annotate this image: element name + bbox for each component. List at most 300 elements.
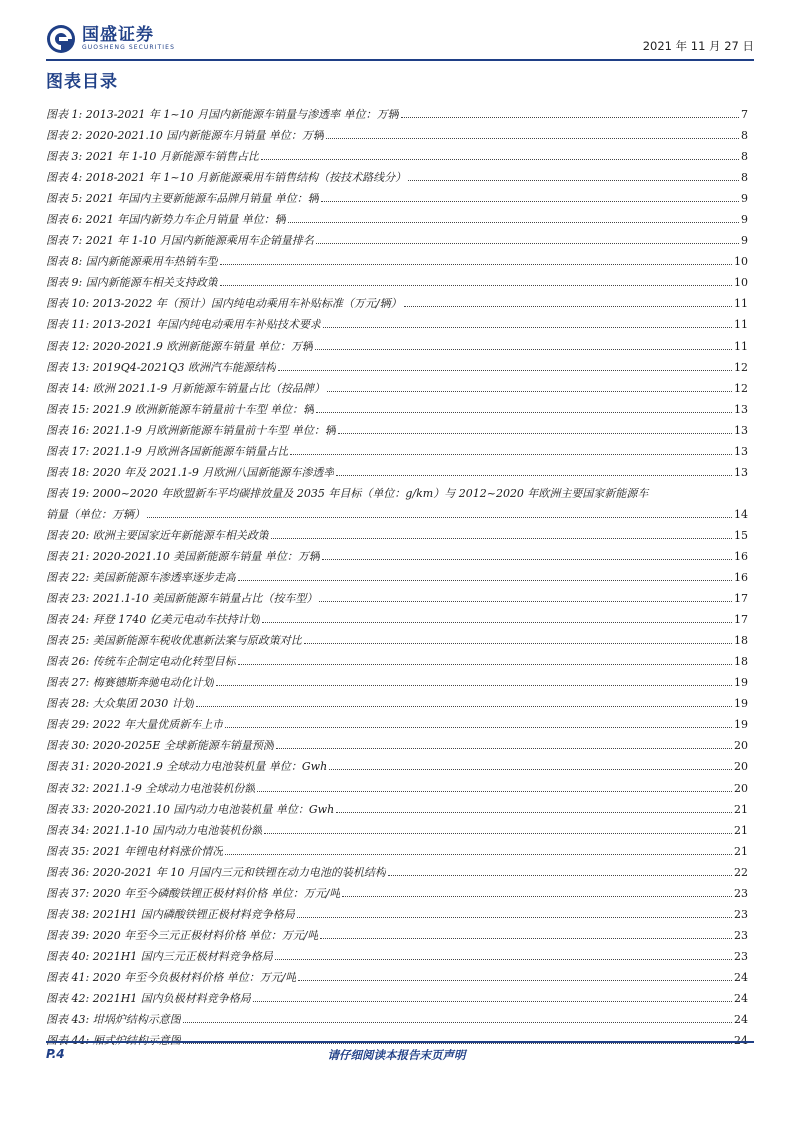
toc-entry-page: 23 <box>734 886 748 900</box>
toc-entry-row <box>46 820 748 841</box>
toc-entry[interactable] <box>46 293 748 314</box>
toc-entry-text <box>46 399 314 420</box>
toc-entry-page: 24 <box>734 970 748 984</box>
dot-leader <box>315 349 732 350</box>
toc-entry-text <box>46 714 223 735</box>
toc-entry-page: 22 <box>734 865 748 879</box>
toc-entry-row <box>46 735 748 756</box>
toc-entry-row <box>46 630 748 651</box>
toc-entry-title: 坩埚炉结构示意图 <box>92 1013 181 1027</box>
dot-leader <box>225 727 732 728</box>
toc-entry[interactable] <box>46 314 748 335</box>
toc-entry-row <box>46 125 748 146</box>
toc-entry[interactable] <box>46 799 748 820</box>
toc-entry-label: 图表 16: <box>46 423 90 437</box>
toc-entry[interactable] <box>46 925 748 946</box>
dot-leader <box>225 854 732 855</box>
toc-entry[interactable] <box>46 778 748 799</box>
dot-leader <box>257 791 732 792</box>
toc-entry-text <box>46 904 295 925</box>
toc-entry-title: 2021.1-9 月欧洲各国新能源车销量占比 <box>92 444 289 458</box>
toc-entry-text <box>46 693 194 714</box>
dot-leader <box>297 917 732 918</box>
toc-entry[interactable] <box>46 904 748 925</box>
toc-entry-text <box>46 883 340 904</box>
toc-entry-title: 2021.1-10 国内动力电池装机份额 <box>92 823 263 837</box>
toc-entry-page: 15 <box>734 528 748 542</box>
toc-entry-title: 2018-2021 年 1~10 月新能源乘用车销售结构（按技术路线分） <box>85 171 407 185</box>
toc-entry-page: 23 <box>734 928 748 942</box>
toc-entry-label: 图表 19: <box>46 486 90 500</box>
toc-entry-page: 16 <box>734 571 748 585</box>
toc-entry[interactable] <box>46 609 748 630</box>
toc-entry-text <box>46 799 334 820</box>
toc-entry-label: 图表 18: <box>46 465 90 479</box>
toc-entry-label: 图表 36: <box>46 865 90 879</box>
toc-entry-first-line <box>46 483 748 504</box>
toc-entry-title: 2000~2020 年欧盟新车平均碳排放量及 2035 年目标（单位：g/km）与 2012~2020 年欧洲主要国家新能源车 <box>92 486 649 500</box>
toc-entry-title: 2020-2021.10 国内动力电池装机量 单位：Gwh <box>92 802 335 816</box>
toc-entry-page: 20 <box>734 739 748 753</box>
toc-entry-label: 图表 4: <box>46 171 83 185</box>
dot-leader <box>264 833 732 834</box>
toc-entry-title: 2021 年国内主要新能源车品牌月销量 单位：辆 <box>85 192 319 206</box>
toc-entry-text <box>46 357 276 378</box>
toc-entry[interactable] <box>46 146 748 167</box>
disclaimer-notice: 请仔细阅读本报告末页声明 <box>327 1048 466 1062</box>
toc-entry-title: 2020-2021.10 国内新能源车月销量 单位：万辆 <box>85 129 324 143</box>
toc-entry-label: 图表 34: <box>46 823 90 837</box>
toc-entry-row <box>46 799 748 820</box>
toc-entry-label: 图表 6: <box>46 213 83 227</box>
toc-entry[interactable] <box>46 188 748 209</box>
toc-entry-text <box>46 146 259 167</box>
toc-entry-row <box>46 336 748 357</box>
toc-entry-label: 图表 30: <box>46 739 90 753</box>
toc-entry-page: 20 <box>734 760 748 774</box>
toc-entry-page: 7 <box>741 108 748 121</box>
toc-entry[interactable] <box>46 630 748 651</box>
toc-entry-label: 图表 3: <box>46 150 83 164</box>
toc-entry-row <box>46 1009 748 1030</box>
toc-entry[interactable] <box>46 988 748 1009</box>
logo-chinese-name: 国盛证券 <box>82 25 154 45</box>
toc-entry[interactable] <box>46 251 748 272</box>
toc-entry-text <box>46 672 214 693</box>
toc-entry-row <box>46 293 748 314</box>
toc-entry-label: 图表 24: <box>46 613 90 627</box>
toc-entry-second-line <box>46 504 748 525</box>
dot-leader <box>321 201 739 202</box>
report-date: 2021 年 11 月 27 日 <box>642 39 754 53</box>
toc-entry-page: 24 <box>734 991 748 1005</box>
dot-leader <box>298 980 732 981</box>
toc-entry-text <box>46 230 314 251</box>
toc-entry-row <box>46 399 748 420</box>
toc-entry[interactable] <box>46 420 748 441</box>
toc-entry-text <box>46 862 386 883</box>
toc-entry-row <box>46 609 748 630</box>
toc-entry-page: 13 <box>734 444 748 458</box>
dot-leader <box>220 285 732 286</box>
dot-leader <box>261 159 739 160</box>
toc-entry-title: 2020 年至今三元正极材料价格 单位：万元/吨 <box>92 928 319 942</box>
toc-entry-page: 20 <box>734 781 748 795</box>
toc-entry-page: 11 <box>734 318 748 332</box>
toc-entry-row <box>46 841 748 862</box>
toc-entry[interactable] <box>46 735 748 756</box>
toc-entry-label: 图表 42: <box>46 991 90 1005</box>
toc-entry[interactable] <box>46 230 748 251</box>
toc-entry-title: 2013-2021 年 1~10 月国内新能源车销量与渗透率 单位：万辆 <box>85 108 399 121</box>
toc-entry[interactable] <box>46 820 748 841</box>
toc-entry-text <box>46 778 255 799</box>
toc-entry-row <box>46 357 748 378</box>
logo-english-name: GUOSHENG SECURITIES <box>82 44 175 51</box>
toc-entry[interactable] <box>46 862 748 883</box>
guosheng-logo-icon <box>46 24 76 54</box>
toc-entry-page: 9 <box>741 192 748 206</box>
toc-entry[interactable] <box>46 441 748 462</box>
toc-entry-label: 图表 7: <box>46 234 83 248</box>
toc-entry[interactable] <box>46 462 748 483</box>
toc-entry-row <box>46 567 748 588</box>
toc-entry-row <box>46 272 748 293</box>
toc-entry-text <box>46 609 260 630</box>
page-title: 图表目录 <box>46 72 118 92</box>
toc-entry-label: 图表 39: <box>46 928 90 942</box>
toc-entry-row <box>46 714 748 735</box>
page-number: P.4 <box>46 1047 65 1061</box>
toc-entry-label: 图表 8: <box>46 255 83 269</box>
toc-entry-title: 美国新能源车税收优惠新法案与原政策对比 <box>92 634 302 648</box>
toc-entry-title: 2021 年 1-10 月新能源车销售占比 <box>85 150 259 164</box>
toc-entry-row <box>46 588 748 609</box>
toc-entry-title: 2013-2022 年（预计）国内纯电动乘用车补贴标准（万元/辆） <box>92 297 402 311</box>
toc-entry-page: 19 <box>734 718 748 732</box>
dot-leader <box>220 264 732 265</box>
toc-entry[interactable] <box>46 693 748 714</box>
toc-entry-label: 图表 23: <box>46 592 90 606</box>
toc-entry-row <box>46 230 748 251</box>
toc-entry-label: 图表 20: <box>46 528 90 542</box>
toc-entry-row <box>46 167 748 188</box>
toc-entry-page: 12 <box>734 360 748 374</box>
toc-entry-page: 18 <box>734 634 748 648</box>
toc-entry-label: 图表 22: <box>46 571 90 585</box>
toc-entry-label: 图表 1: <box>46 108 83 121</box>
toc-entry-title: 国内新能源车相关支持政策 <box>85 276 218 290</box>
toc-entry-title: 2020-2025E 全球新能源车销量预测 <box>92 739 274 753</box>
toc-entry-text <box>46 378 325 399</box>
toc-entry-text <box>46 946 273 967</box>
toc-entry-row <box>46 904 748 925</box>
dot-leader <box>253 1001 732 1002</box>
toc-entry-text <box>46 336 313 357</box>
toc-entry-row <box>46 525 748 546</box>
toc-entry[interactable] <box>46 1009 748 1030</box>
dot-leader <box>316 243 739 244</box>
toc-entry-page: 17 <box>734 592 748 606</box>
toc-entry-row <box>46 946 748 967</box>
company-logo <box>46 22 175 56</box>
dot-leader <box>404 306 732 307</box>
toc-entry-label: 图表 25: <box>46 634 90 648</box>
logo-wordmark <box>82 26 175 52</box>
toc-entry[interactable] <box>46 104 748 125</box>
toc-entry-title: 大众集团 2030 计划 <box>92 697 194 711</box>
dot-leader <box>329 769 732 770</box>
toc-entry-label: 图表 40: <box>46 949 90 963</box>
dot-leader <box>238 664 732 665</box>
toc-entry-label: 图表 21: <box>46 549 90 563</box>
toc-entry-row <box>46 756 748 777</box>
toc-entry-label: 图表 14: <box>46 381 90 395</box>
toc-entry-label: 图表 29: <box>46 718 90 732</box>
dot-leader <box>196 706 732 707</box>
toc-entry-title: 2020 年至今负极材料价格 单位：万元/吨 <box>92 970 297 984</box>
toc-entry-label: 图表 41: <box>46 970 90 984</box>
toc-entry-title: 2021.1-10 美国新能源车销量占比（按车型） <box>92 592 318 606</box>
toc-entry[interactable] <box>46 883 748 904</box>
toc-entry[interactable] <box>46 378 748 399</box>
toc-entry-text <box>46 925 318 946</box>
toc-entry-row <box>46 251 748 272</box>
toc-entry-label: 图表 12: <box>46 339 90 353</box>
toc-entry-page: 10 <box>734 276 748 290</box>
toc-entry-text <box>46 841 223 862</box>
toc-entry-page: 21 <box>734 844 748 858</box>
toc-entry-title: 拜登 1740 亿美元电动车扶持计划 <box>92 613 260 627</box>
dot-leader <box>326 138 739 139</box>
toc-entry-page: 13 <box>734 402 748 416</box>
toc-entry-title: 欧洲主要国家近年新能源车相关政策 <box>92 528 269 542</box>
toc-entry-row <box>46 693 748 714</box>
toc-entry-label: 图表 10: <box>46 297 90 311</box>
toc-entry[interactable] <box>46 525 748 546</box>
toc-entry[interactable] <box>46 272 748 293</box>
dot-leader <box>288 222 739 223</box>
toc-entry-row <box>46 778 748 799</box>
toc-entry[interactable] <box>46 483 748 525</box>
toc-entry-text <box>46 546 320 567</box>
toc-entry[interactable] <box>46 546 748 567</box>
toc-entry[interactable] <box>46 125 748 146</box>
toc-entry-label: 图表 31: <box>46 760 90 774</box>
toc-entry-text <box>46 630 302 651</box>
toc-entry-row <box>46 209 748 230</box>
chart-index-list <box>46 104 748 1051</box>
toc-entry-title: 2021H1 国内三元正极材料竞争格局 <box>92 949 273 963</box>
toc-entry-label: 图表 32: <box>46 781 90 795</box>
toc-entry-row <box>46 462 748 483</box>
toc-entry-text <box>46 462 334 483</box>
dot-leader <box>336 475 732 476</box>
toc-entry-page: 18 <box>734 655 748 669</box>
toc-entry-title: 2019Q4-2021Q3 欧洲汽车能源结构 <box>92 360 276 374</box>
toc-entry-title: 梅赛德斯奔驰电动化计划 <box>92 676 214 690</box>
toc-entry[interactable] <box>46 841 748 862</box>
dot-leader <box>262 622 732 623</box>
toc-entry-title: 2021.1-9 全球动力电池装机份额 <box>92 781 256 795</box>
toc-entry-text <box>46 651 236 672</box>
toc-entry-page: 17 <box>734 613 748 627</box>
toc-entry-text <box>46 293 402 314</box>
toc-entry-page: 8 <box>741 129 748 143</box>
toc-entry-label: 图表 27: <box>46 676 90 690</box>
toc-entry-text <box>46 420 336 441</box>
page-header <box>46 22 754 58</box>
toc-entry[interactable] <box>46 714 748 735</box>
dot-leader <box>275 959 732 960</box>
toc-entry-page: 12 <box>734 381 748 395</box>
toc-entry-title-continued: 销量（单位：万辆） <box>46 507 145 521</box>
toc-entry-title: 美国新能源车渗透率逐步走高 <box>92 571 236 585</box>
toc-entry-text <box>46 441 288 462</box>
toc-entry[interactable] <box>46 357 748 378</box>
toc-entry-row <box>46 651 748 672</box>
toc-entry-row <box>46 988 748 1009</box>
dot-leader <box>408 180 739 181</box>
toc-entry-text <box>46 104 399 125</box>
toc-entry-text <box>46 314 321 335</box>
dot-leader <box>316 412 732 413</box>
toc-entry-title: 2020-2021 年 10 月国内三元和铁锂在动力电池的装机结构 <box>92 865 386 879</box>
toc-entry-page: 10 <box>734 255 748 269</box>
toc-entry-text <box>46 188 319 209</box>
dot-leader <box>323 327 732 328</box>
toc-entry[interactable] <box>46 588 748 609</box>
toc-entry-row <box>46 188 748 209</box>
toc-entry-row <box>46 862 748 883</box>
toc-entry-row <box>46 967 748 988</box>
toc-entry-page: 11 <box>734 297 748 311</box>
toc-entry-page: 19 <box>734 697 748 711</box>
toc-entry-page: 8 <box>741 150 748 164</box>
toc-entry-label: 图表 37: <box>46 886 90 900</box>
dot-leader <box>216 685 732 686</box>
toc-entry-label: 图表 9: <box>46 276 83 290</box>
toc-entry-title: 2020-2021.9 欧洲新能源车销量 单位：万辆 <box>92 339 313 353</box>
toc-entry-page: 23 <box>734 949 748 963</box>
header-divider <box>46 59 754 61</box>
dot-leader <box>320 938 732 939</box>
toc-entry-page: 21 <box>734 823 748 837</box>
toc-entry-label: 图表 15: <box>46 402 90 416</box>
toc-entry[interactable] <box>46 672 748 693</box>
toc-entry-label: 图表 13: <box>46 360 90 374</box>
toc-entry-text <box>46 988 251 1009</box>
toc-entry-row <box>46 314 748 335</box>
toc-entry-label: 图表 38: <box>46 907 90 921</box>
toc-entry-title: 2021 年国内新势力车企月销量 单位：辆 <box>85 213 286 227</box>
toc-entry-page: 13 <box>734 465 748 479</box>
dot-leader <box>290 454 732 455</box>
toc-entry[interactable] <box>46 946 748 967</box>
dot-leader <box>183 1043 732 1044</box>
dot-leader <box>304 643 732 644</box>
toc-entry-text <box>46 820 262 841</box>
toc-entry-label: 图表 11: <box>46 318 90 332</box>
toc-entry-title: 2021H1 国内负极材料竞争格局 <box>92 991 251 1005</box>
toc-entry-text <box>46 588 317 609</box>
toc-entry-label: 图表 17: <box>46 444 90 458</box>
toc-entry-label: 图表 35: <box>46 844 90 858</box>
toc-entry[interactable] <box>46 399 748 420</box>
toc-entry-title: 2020-2021.10 美国新能源车销量 单位：万辆 <box>92 549 320 563</box>
dot-leader <box>322 559 732 560</box>
dot-leader <box>147 517 732 518</box>
dot-leader <box>319 601 732 602</box>
toc-entry[interactable] <box>46 651 748 672</box>
toc-entry[interactable] <box>46 167 748 188</box>
dot-leader <box>342 896 732 897</box>
toc-entry-text <box>46 272 218 293</box>
toc-entry-row <box>46 883 748 904</box>
toc-entry-title: 2021.9 欧洲新能源车销量前十车型 单位：辆 <box>92 402 315 416</box>
toc-entry-title: 2021 年 1-10 月国内新能源乘用车企销量排名 <box>85 234 314 248</box>
toc-entry[interactable] <box>46 567 748 588</box>
dot-leader <box>276 748 732 749</box>
toc-entry-text <box>46 125 324 146</box>
toc-entry-title: 2021 年锂电材料涨价情况 <box>92 844 224 858</box>
dot-leader <box>336 812 732 813</box>
toc-entry-row <box>46 104 748 125</box>
toc-entry-page: 16 <box>734 549 748 563</box>
toc-entry-row <box>46 146 748 167</box>
dot-leader <box>238 580 732 581</box>
dot-leader <box>401 117 739 118</box>
dot-leader <box>388 875 732 876</box>
toc-entry-page: 11 <box>734 339 748 353</box>
toc-entry-title: 2020-2021.9 全球动力电池装机量 单位：Gwh <box>92 760 328 774</box>
toc-entry-label: 图表 26: <box>46 655 90 669</box>
toc-entry-text <box>46 967 296 988</box>
toc-entry[interactable] <box>46 967 748 988</box>
toc-entry-text <box>46 756 327 777</box>
toc-entry-page: 13 <box>734 423 748 437</box>
toc-entry-title: 2022 年大量优质新车上市 <box>92 718 224 732</box>
dot-leader <box>278 370 732 371</box>
toc-entry-title: 2013-2021 年国内纯电动乘用车补贴技术要求 <box>92 318 321 332</box>
toc-entry-title: 传统车企制定电动化转型目标 <box>92 655 236 669</box>
toc-entry-page: 19 <box>734 676 748 690</box>
toc-entry-page: 14 <box>734 507 748 521</box>
dot-leader <box>338 433 732 434</box>
toc-entry-text <box>46 1009 181 1030</box>
toc-entry-title: 2020 年及 2021.1-9 月欧洲八国新能源车渗透率 <box>92 465 335 479</box>
toc-entry-text <box>46 525 269 546</box>
toc-entry[interactable] <box>46 336 748 357</box>
toc-entry-text <box>46 209 286 230</box>
toc-entry[interactable] <box>46 756 748 777</box>
toc-entry-label: 图表 2: <box>46 129 83 143</box>
toc-entry-title: 2020 年至今磷酸铁锂正极材料价格 单位：万元/吨 <box>92 886 341 900</box>
toc-entry-label: 图表 33: <box>46 802 90 816</box>
toc-entry-page: 8 <box>741 171 748 185</box>
toc-entry-page: 9 <box>741 213 748 227</box>
toc-entry-title: 国内新能源乘用车热销车型 <box>85 255 218 269</box>
toc-entry-page: 9 <box>741 234 748 248</box>
toc-entry-row <box>46 672 748 693</box>
toc-entry-label: 图表 43: <box>46 1013 90 1027</box>
toc-entry-title: 2021.1-9 月欧洲新能源车销量前十车型 单位：辆 <box>92 423 336 437</box>
toc-entry-text <box>46 251 218 272</box>
dot-leader <box>271 538 732 539</box>
toc-entry-text <box>46 167 406 188</box>
toc-entry[interactable] <box>46 209 748 230</box>
toc-entry-text <box>46 735 274 756</box>
